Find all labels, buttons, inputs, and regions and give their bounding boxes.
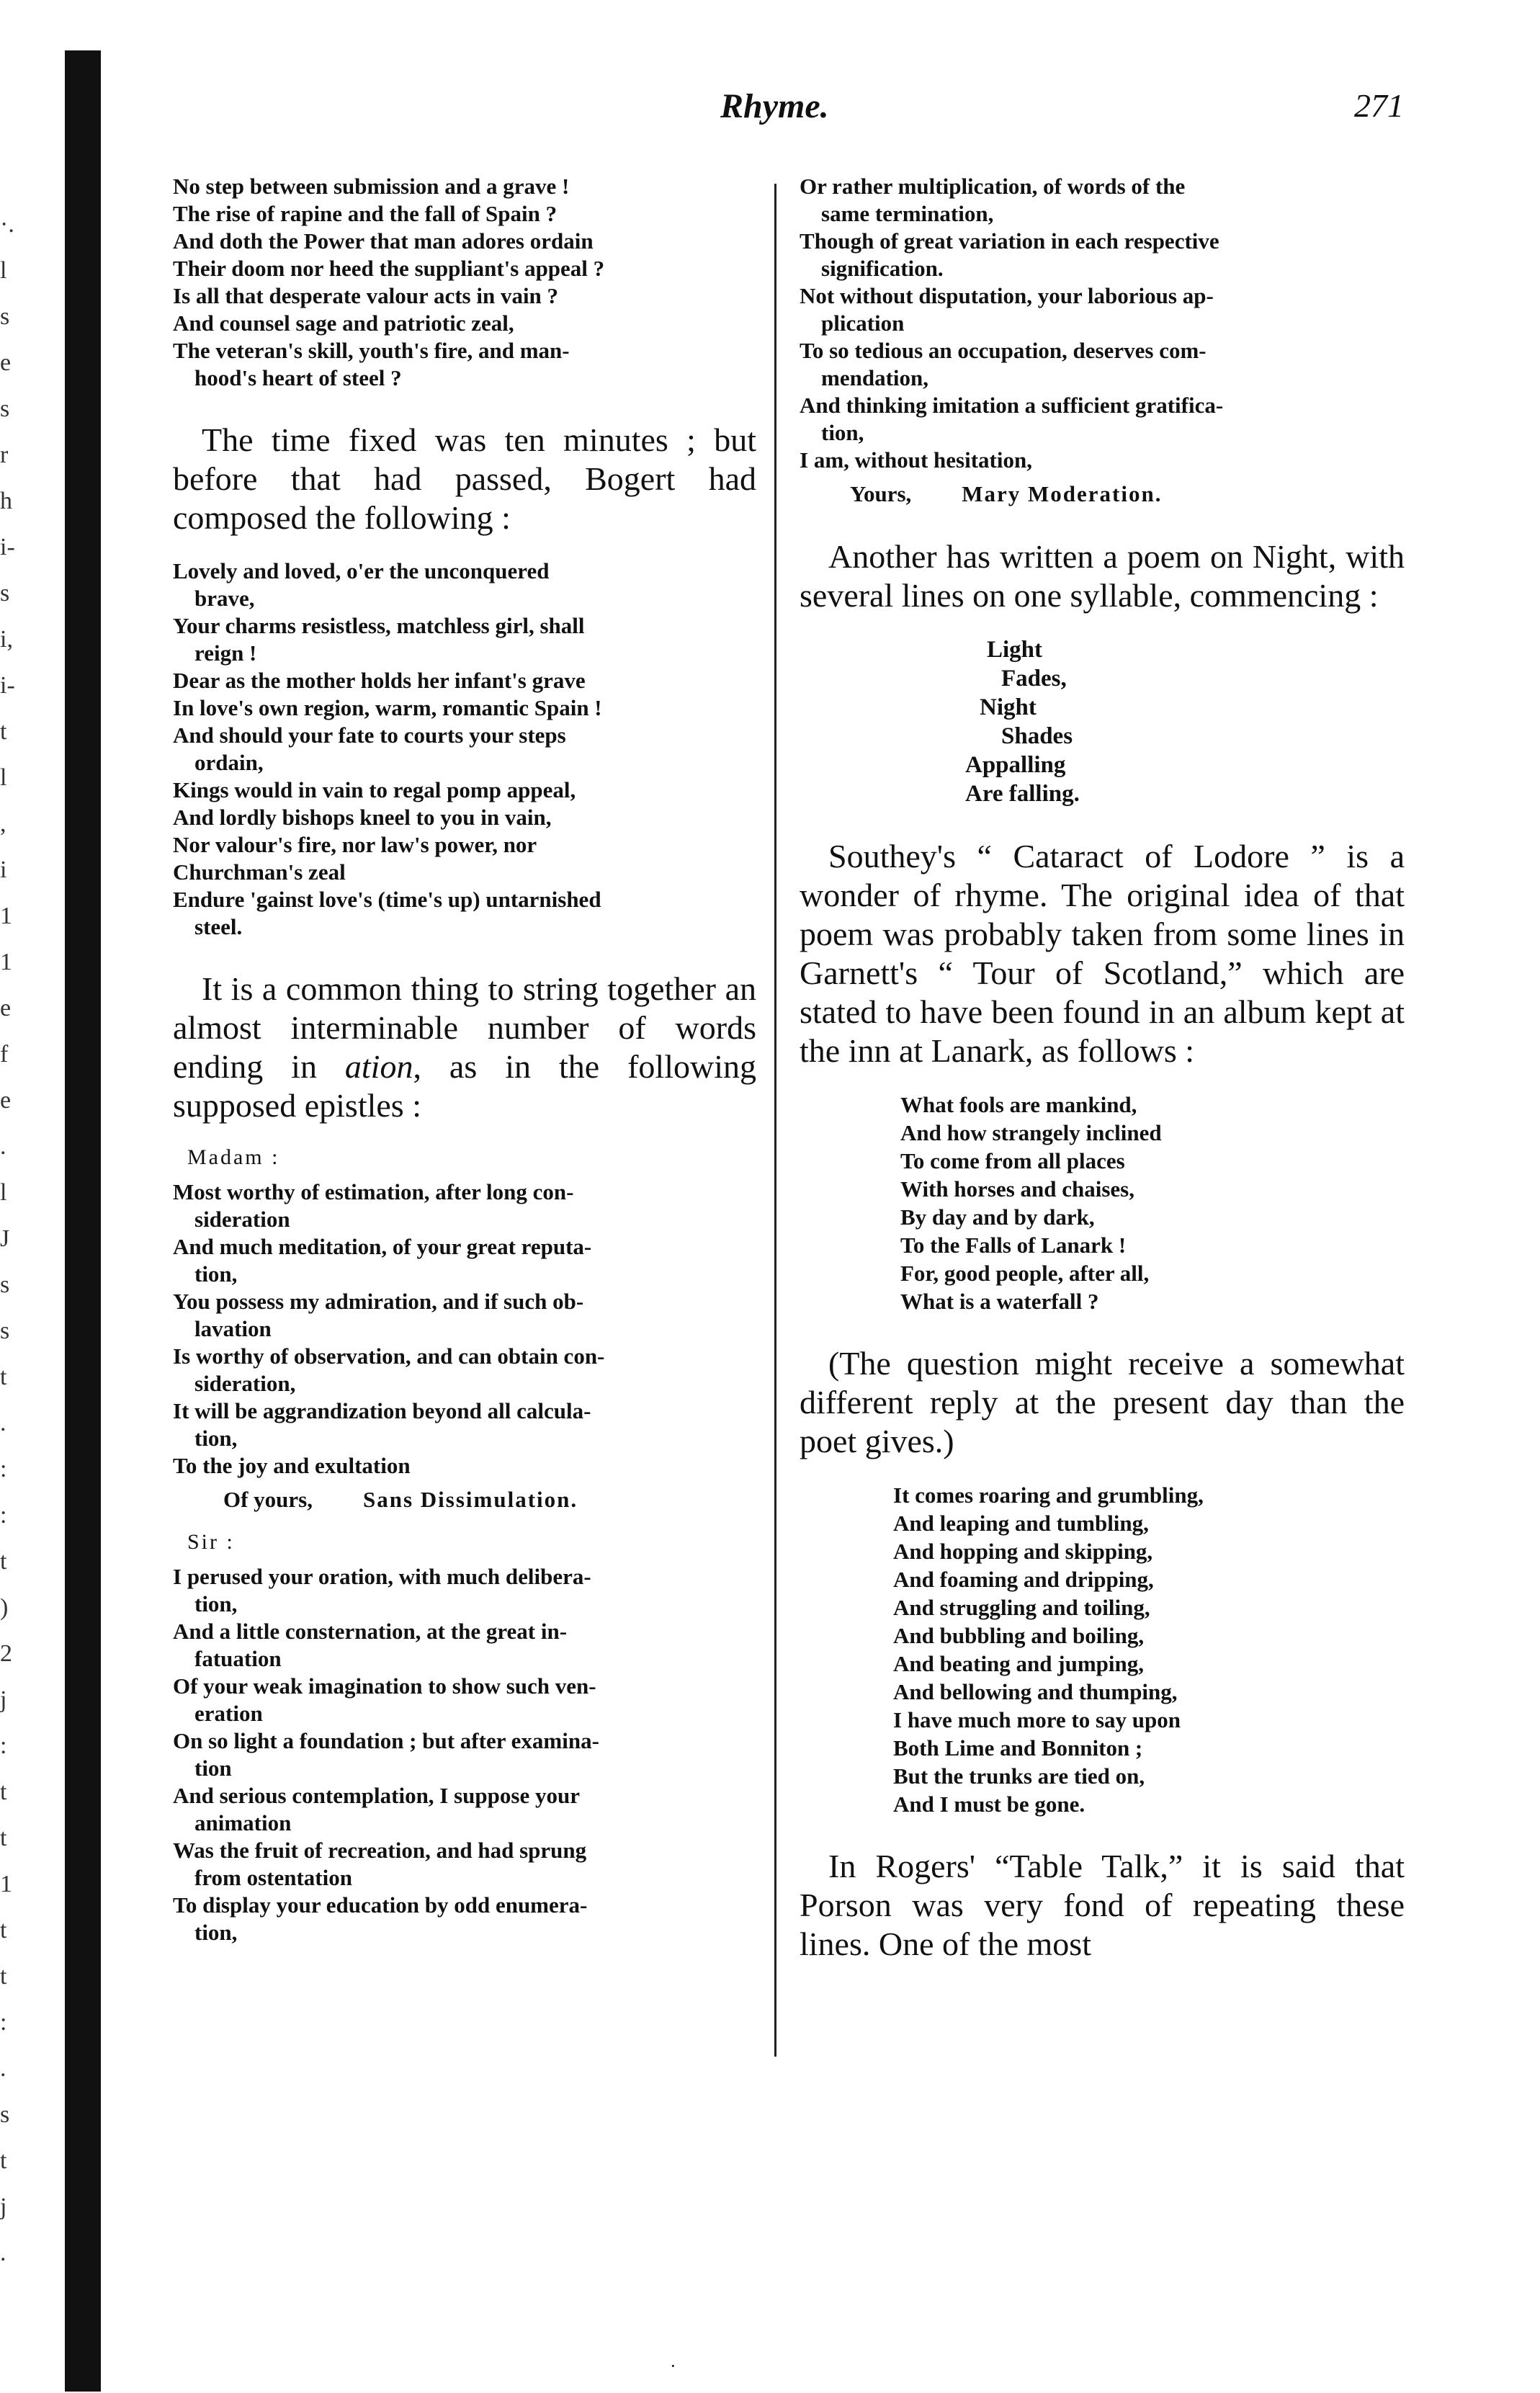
lanark-poem [900, 1091, 1405, 1315]
verse-line: Nor valour's fire, nor law's power, nor [173, 832, 537, 857]
verse-line: Your charms resistless, matchless girl, shall [173, 613, 585, 638]
signature-mary-moderation [850, 480, 1405, 509]
margin-fragment: h [0, 488, 12, 514]
paragraph-ation [173, 970, 756, 1125]
margin-fragment: t [0, 718, 7, 745]
letter-line: signification. [821, 256, 944, 281]
night-poem-line: Fades, [1001, 666, 1067, 692]
paragraph-southey: Southey's “ Cataract of Lodore ” is a wonder of rhyme. The original idea of that poem was probably taken from some lines in Garnett's “ Tour of Scotland,” which are stated to have been found in an album kept at the inn at Lanark, as follows : [800, 838, 1405, 1069]
letter-salutation-sir: Sir : [187, 1530, 235, 1554]
night-poem-line: Shades [1001, 723, 1073, 749]
paragraph-night: Another has written a poem on Night, with several lines on one syllable, commencing : [800, 538, 1405, 614]
right-column [800, 173, 1405, 1984]
verse-line: The veteran's skill, youth's fire, and man- [173, 338, 570, 363]
poem-line: I have much more to say upon [893, 1707, 1181, 1732]
poem-line: To the Falls of Lanark ! [900, 1233, 1127, 1258]
poem-line: And foaming and dripping, [893, 1567, 1154, 1592]
letter-line: eration [194, 1701, 263, 1726]
margin-fragment: s [0, 1318, 10, 1344]
letter-sir [173, 1563, 756, 1946]
letter-line: I perused your oration, with much delibera- [173, 1564, 591, 1589]
margin-fragment: i- [0, 534, 15, 560]
signature-sans-dissimulation [223, 1485, 756, 1514]
margin-fragment: j [0, 2193, 7, 2220]
letter-line: tion, [194, 1591, 238, 1616]
verse-line: Endure 'gainst love's (time's up) untarnished [173, 887, 601, 912]
margin-fragment: . [0, 2055, 6, 2082]
margin-fragment: . [0, 1133, 6, 1160]
letter-line: Not without disputation, your laborious ap- [800, 283, 1214, 308]
poem-line: And beating and jumping, [893, 1651, 1145, 1676]
poem-line: And hopping and skipping, [893, 1539, 1153, 1564]
poem-line: Both Lime and Bonniton ; [893, 1735, 1143, 1761]
paragraph-rogers: In Rogers' “Table Talk,” it is said that Porson was very fond of repeating these lines. One of the most [800, 1848, 1405, 1962]
letter-line: Of your weak imagination to show such ven- [173, 1673, 596, 1699]
column-rule [774, 184, 776, 2057]
paragraph-ation-text-end: , as in the following supposed epistles : [173, 1048, 756, 1124]
margin-fragment: : [0, 1732, 7, 1759]
poem-line: It comes roaring and grumbling, [893, 1482, 1204, 1508]
margin-fragment: e [0, 995, 12, 1021]
poem-line: And struggling and toiling, [893, 1595, 1150, 1620]
verse-line: hood's heart of steel ? [194, 365, 402, 390]
margin-fragment: 2 [0, 1640, 12, 1667]
letter-sir-continued [800, 173, 1405, 474]
letter-line: tion, [821, 420, 864, 445]
margin-fragment: , [0, 810, 6, 837]
letter-line: And thinking imitation a sufficient gratifica- [800, 393, 1224, 418]
verse-line: The rise of rapine and the fall of Spain ? [173, 201, 558, 226]
verse-line: reign ! [194, 640, 257, 666]
margin-fragment: l [0, 257, 7, 284]
letter-line: same termination, [821, 201, 994, 226]
margin-fragment: l [0, 1179, 7, 1206]
verse-line: steel. [194, 914, 243, 939]
margin-fragment: : [0, 1502, 7, 1529]
margin-fragment: 1 [0, 949, 12, 975]
margin-fragment: t [0, 1963, 7, 1990]
paragraph-question: (The question might receive a somewhat different reply at the present day than the poet gives.) [800, 1345, 1405, 1459]
margin-fragment: e [0, 1087, 12, 1114]
margin-fragment: s [0, 395, 10, 422]
margin-fragment: s [0, 303, 10, 330]
signature-prefix: Of yours, [223, 1487, 313, 1512]
margin-fragment: i, [0, 626, 13, 653]
margin-fragment: f [0, 1041, 9, 1068]
verse-line: Kings would in vain to regal pomp appeal, [173, 777, 576, 802]
page-number: 271 [1354, 87, 1404, 124]
verse-line: Churchman's zeal [173, 859, 346, 885]
margin-fragment: r [0, 442, 9, 468]
verse-line: Dear as the mother holds her infant's grave [173, 668, 586, 693]
letter-line: sideration, [194, 1371, 296, 1396]
verse-line: And should your fate to courts your steps [173, 723, 566, 748]
poem-line: And bubbling and boiling, [893, 1623, 1145, 1648]
letter-line: To so tedious an occupation, deserves com- [800, 338, 1207, 363]
poem-line: To come from all places [900, 1148, 1125, 1173]
margin-fragment: i [0, 856, 7, 883]
night-poem-line: Night [980, 694, 1037, 720]
letter-line: tion, [194, 1920, 238, 1945]
letter-line: Though of great variation in each respective [800, 228, 1219, 254]
verse-line: And lordly bishops kneel to you in vain, [173, 805, 552, 830]
margin-fragment: J [0, 1225, 10, 1252]
roaring-poem [893, 1481, 1405, 1818]
paragraph-ation-text: It is a common thing to string together an almost interminable number of words ending in [173, 970, 756, 1085]
verse-line: In love's own region, warm, romantic Spain ! [173, 695, 602, 720]
verse-line: And doth the Power that man adores ordain [173, 228, 594, 254]
letter-line: On so light a foundation ; but after examina- [173, 1728, 599, 1753]
poem-line: With horses and chaises, [900, 1176, 1134, 1202]
margin-fragment: . [0, 2240, 6, 2266]
letter-line: Or rather multiplication, of words of the [800, 174, 1186, 199]
bottom-speck: · [670, 2356, 676, 2376]
verse-line: Lovely and loved, o'er the unconquered [173, 558, 550, 583]
poem-line: For, good people, after all, [900, 1261, 1150, 1286]
letter-line: Was the fruit of recreation, and had sprung [173, 1838, 587, 1863]
margin-fragment: ·. [0, 211, 14, 238]
poem-line: What is a waterfall ? [900, 1289, 1099, 1314]
margin-fragment: l [0, 764, 7, 791]
letter-line: It will be aggrandization beyond all calcula- [173, 1398, 591, 1423]
verse-line: Their doom nor heed the suppliant's appeal ? [173, 256, 605, 281]
margin-fragment: : [0, 1456, 7, 1482]
poem-line: And I must be gone. [893, 1792, 1085, 1817]
poem-line: And how strangely inclined [900, 1120, 1162, 1145]
poem-line: By day and by dark, [900, 1204, 1095, 1230]
margin-fragment: e [0, 349, 12, 376]
verse-line: Is all that desperate valour acts in vain ? [173, 283, 559, 308]
poem-line: What fools are mankind, [900, 1092, 1137, 1117]
poem-line: And bellowing and thumping, [893, 1679, 1178, 1704]
verse-line: And counsel sage and patriotic zeal, [173, 310, 514, 336]
bogert-verse [173, 558, 756, 941]
margin-fragment: s [0, 580, 10, 607]
opening-verse [173, 173, 756, 392]
letter-line: mendation, [821, 365, 928, 390]
letter-line: plication [821, 310, 905, 336]
verse-line: brave, [194, 586, 255, 611]
letter-line: I am, without hesitation, [800, 447, 1032, 473]
night-poem-line: Light [987, 637, 1043, 663]
book-spine-shadow [65, 50, 101, 2392]
letter-line: Is worthy of observation, and can obtain con- [173, 1343, 605, 1369]
night-poem-line: Are falling. [965, 781, 1080, 807]
letter-line: lavation [194, 1316, 272, 1341]
letter-line: To display your education by odd enumera- [173, 1892, 588, 1918]
letter-madam [173, 1178, 756, 1480]
signature-name: Sans Dissimulation. [363, 1487, 578, 1512]
margin-fragment: s [0, 2101, 10, 2128]
margin-fragment: 1 [0, 1871, 12, 1897]
margin-fragment: t [0, 1548, 7, 1575]
letter-line: animation [194, 1810, 292, 1835]
poem-line: And leaping and tumbling, [893, 1511, 1149, 1536]
letter-line: And a little consternation, at the great in- [173, 1619, 568, 1644]
margin-fragment: ) [0, 1594, 9, 1621]
night-poem-line: Appalling [965, 752, 1066, 778]
verse-line: No step between submission and a grave ! [173, 174, 570, 199]
paragraph-bogert: The time fixed was ten minutes ; but before that had passed, Bogert had composed the following : [173, 421, 756, 536]
letter-line: tion, [194, 1426, 238, 1451]
margin-fragment: i- [0, 672, 15, 699]
letter-line: And much meditation, of your great reputa- [173, 1234, 592, 1259]
letter-line: And serious contemplation, I suppose your [173, 1783, 580, 1808]
letter-line: sideration [194, 1207, 290, 1232]
margin-fragments [0, 202, 29, 2276]
margin-fragment: 1 [0, 903, 12, 929]
letter-line: To the joy and exultation [173, 1453, 411, 1478]
letter-line: Most worthy of estimation, after long con- [173, 1179, 574, 1204]
signature-prefix: Yours, [850, 481, 912, 506]
margin-fragment: t [0, 1917, 7, 1944]
paragraph-ation-italic: ation [344, 1048, 413, 1085]
letter-salutation-madam: Madam : [187, 1145, 280, 1169]
margin-fragment: t [0, 2147, 7, 2174]
letter-line: You possess my admiration, and if such ob- [173, 1289, 584, 1314]
margin-fragment: t [0, 1825, 7, 1851]
margin-fragment: j [0, 1686, 7, 1713]
night-poem [800, 635, 1405, 808]
margin-fragment: : [0, 2009, 7, 2036]
margin-fragment: t [0, 1364, 7, 1390]
verse-line: ordain, [194, 750, 264, 775]
signature-name: Mary Moderation. [962, 481, 1163, 506]
running-title: Rhyme. [720, 87, 829, 125]
letter-line: tion [194, 1755, 232, 1781]
left-column [173, 173, 756, 1946]
letter-line: tion, [194, 1261, 238, 1287]
margin-fragment: s [0, 1271, 10, 1298]
margin-fragment: t [0, 1779, 7, 1805]
poem-line: But the trunks are tied on, [893, 1763, 1145, 1789]
letter-line: fatuation [194, 1646, 282, 1671]
margin-fragment: . [0, 1410, 6, 1436]
letter-line: from ostentation [194, 1865, 352, 1890]
